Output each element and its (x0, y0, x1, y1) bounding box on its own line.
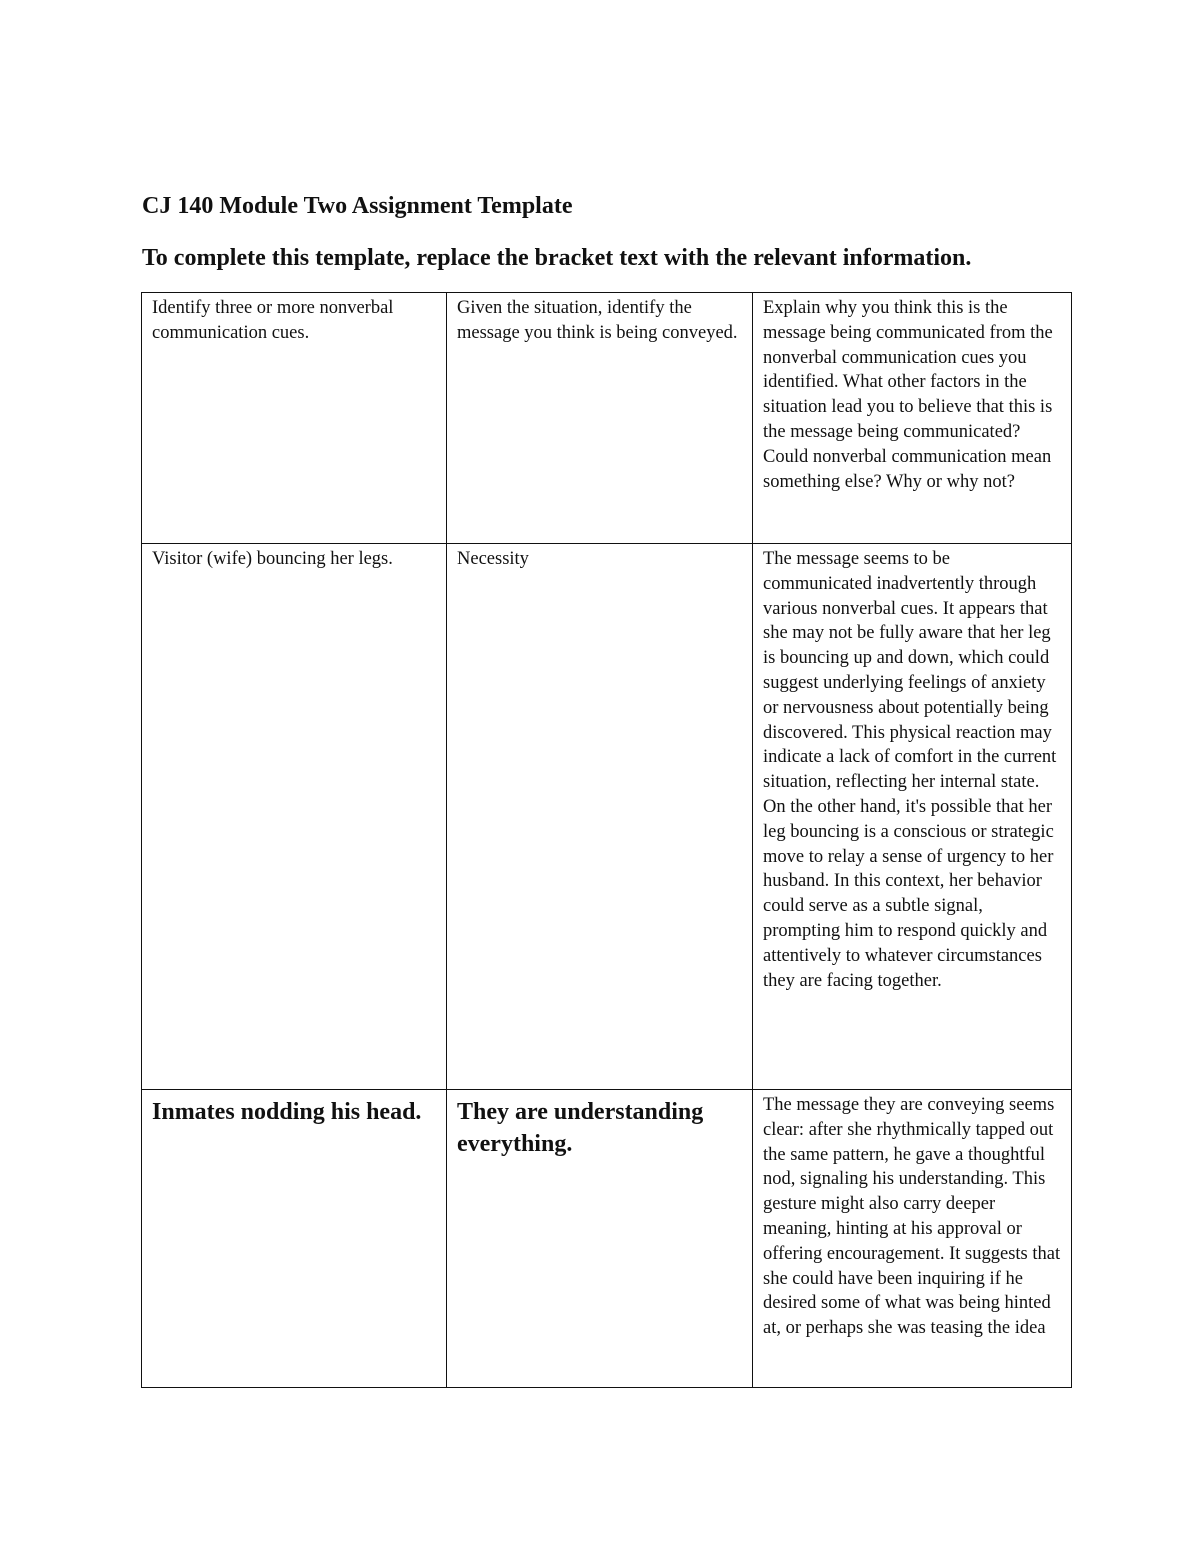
document-instructions: To complete this template, replace the bracket text with the relevant information. (142, 245, 972, 271)
header-message: Given the situation, identify the message you think is being conveyed. (447, 293, 753, 544)
table-header-row (142, 293, 1072, 544)
row-cue: Inmates nodding his head. (142, 1090, 447, 1388)
row-cue: Visitor (wife) bouncing her legs. (142, 544, 447, 1090)
header-explanation: Explain why you think this is the message being communicated from the nonverbal communication cues you identified. What other factors in the situation lead you to believe that this is the message being communicated? Could nonverbal communication mean something else? Why or why not? (753, 293, 1072, 544)
row-message: Necessity (447, 544, 753, 1090)
header-cue: Identify three or more nonverbal communication cues. (142, 293, 447, 544)
nonverbal-cues-table (141, 292, 1072, 1388)
table-row (142, 1090, 1072, 1388)
table-row (142, 544, 1072, 1090)
row-explanation: The message seems to be communicated inadvertently through various nonverbal cues. It appears that she may not be fully aware that her leg is bouncing up and down, which could suggest underlying feelings of anxiety or nervousness about potentially being discovered. This physical reaction may indicate a lack of comfort in the current situation, reflecting her internal state. On the other hand, it's possible that her leg bouncing is a conscious or strategic move to relay a sense of urgency to her husband. In this context, her behavior could serve as a subtle signal, prompting him to respond quickly and attentively to whatever circumstances they are facing together. (753, 544, 1072, 1090)
row-message: They are understanding everything. (447, 1090, 753, 1388)
row-explanation: The message they are conveying seems clear: after she rhythmically tapped out the same pattern, he gave a thoughtful nod, signaling his understanding. This gesture might also carry deeper meaning, hinting at his approval or offering encouragement. It suggests that she could have been inquiring if he desired some of what was being hinted at, or perhaps she was teasing the idea (753, 1090, 1072, 1388)
document-title: CJ 140 Module Two Assignment Template (142, 193, 573, 219)
